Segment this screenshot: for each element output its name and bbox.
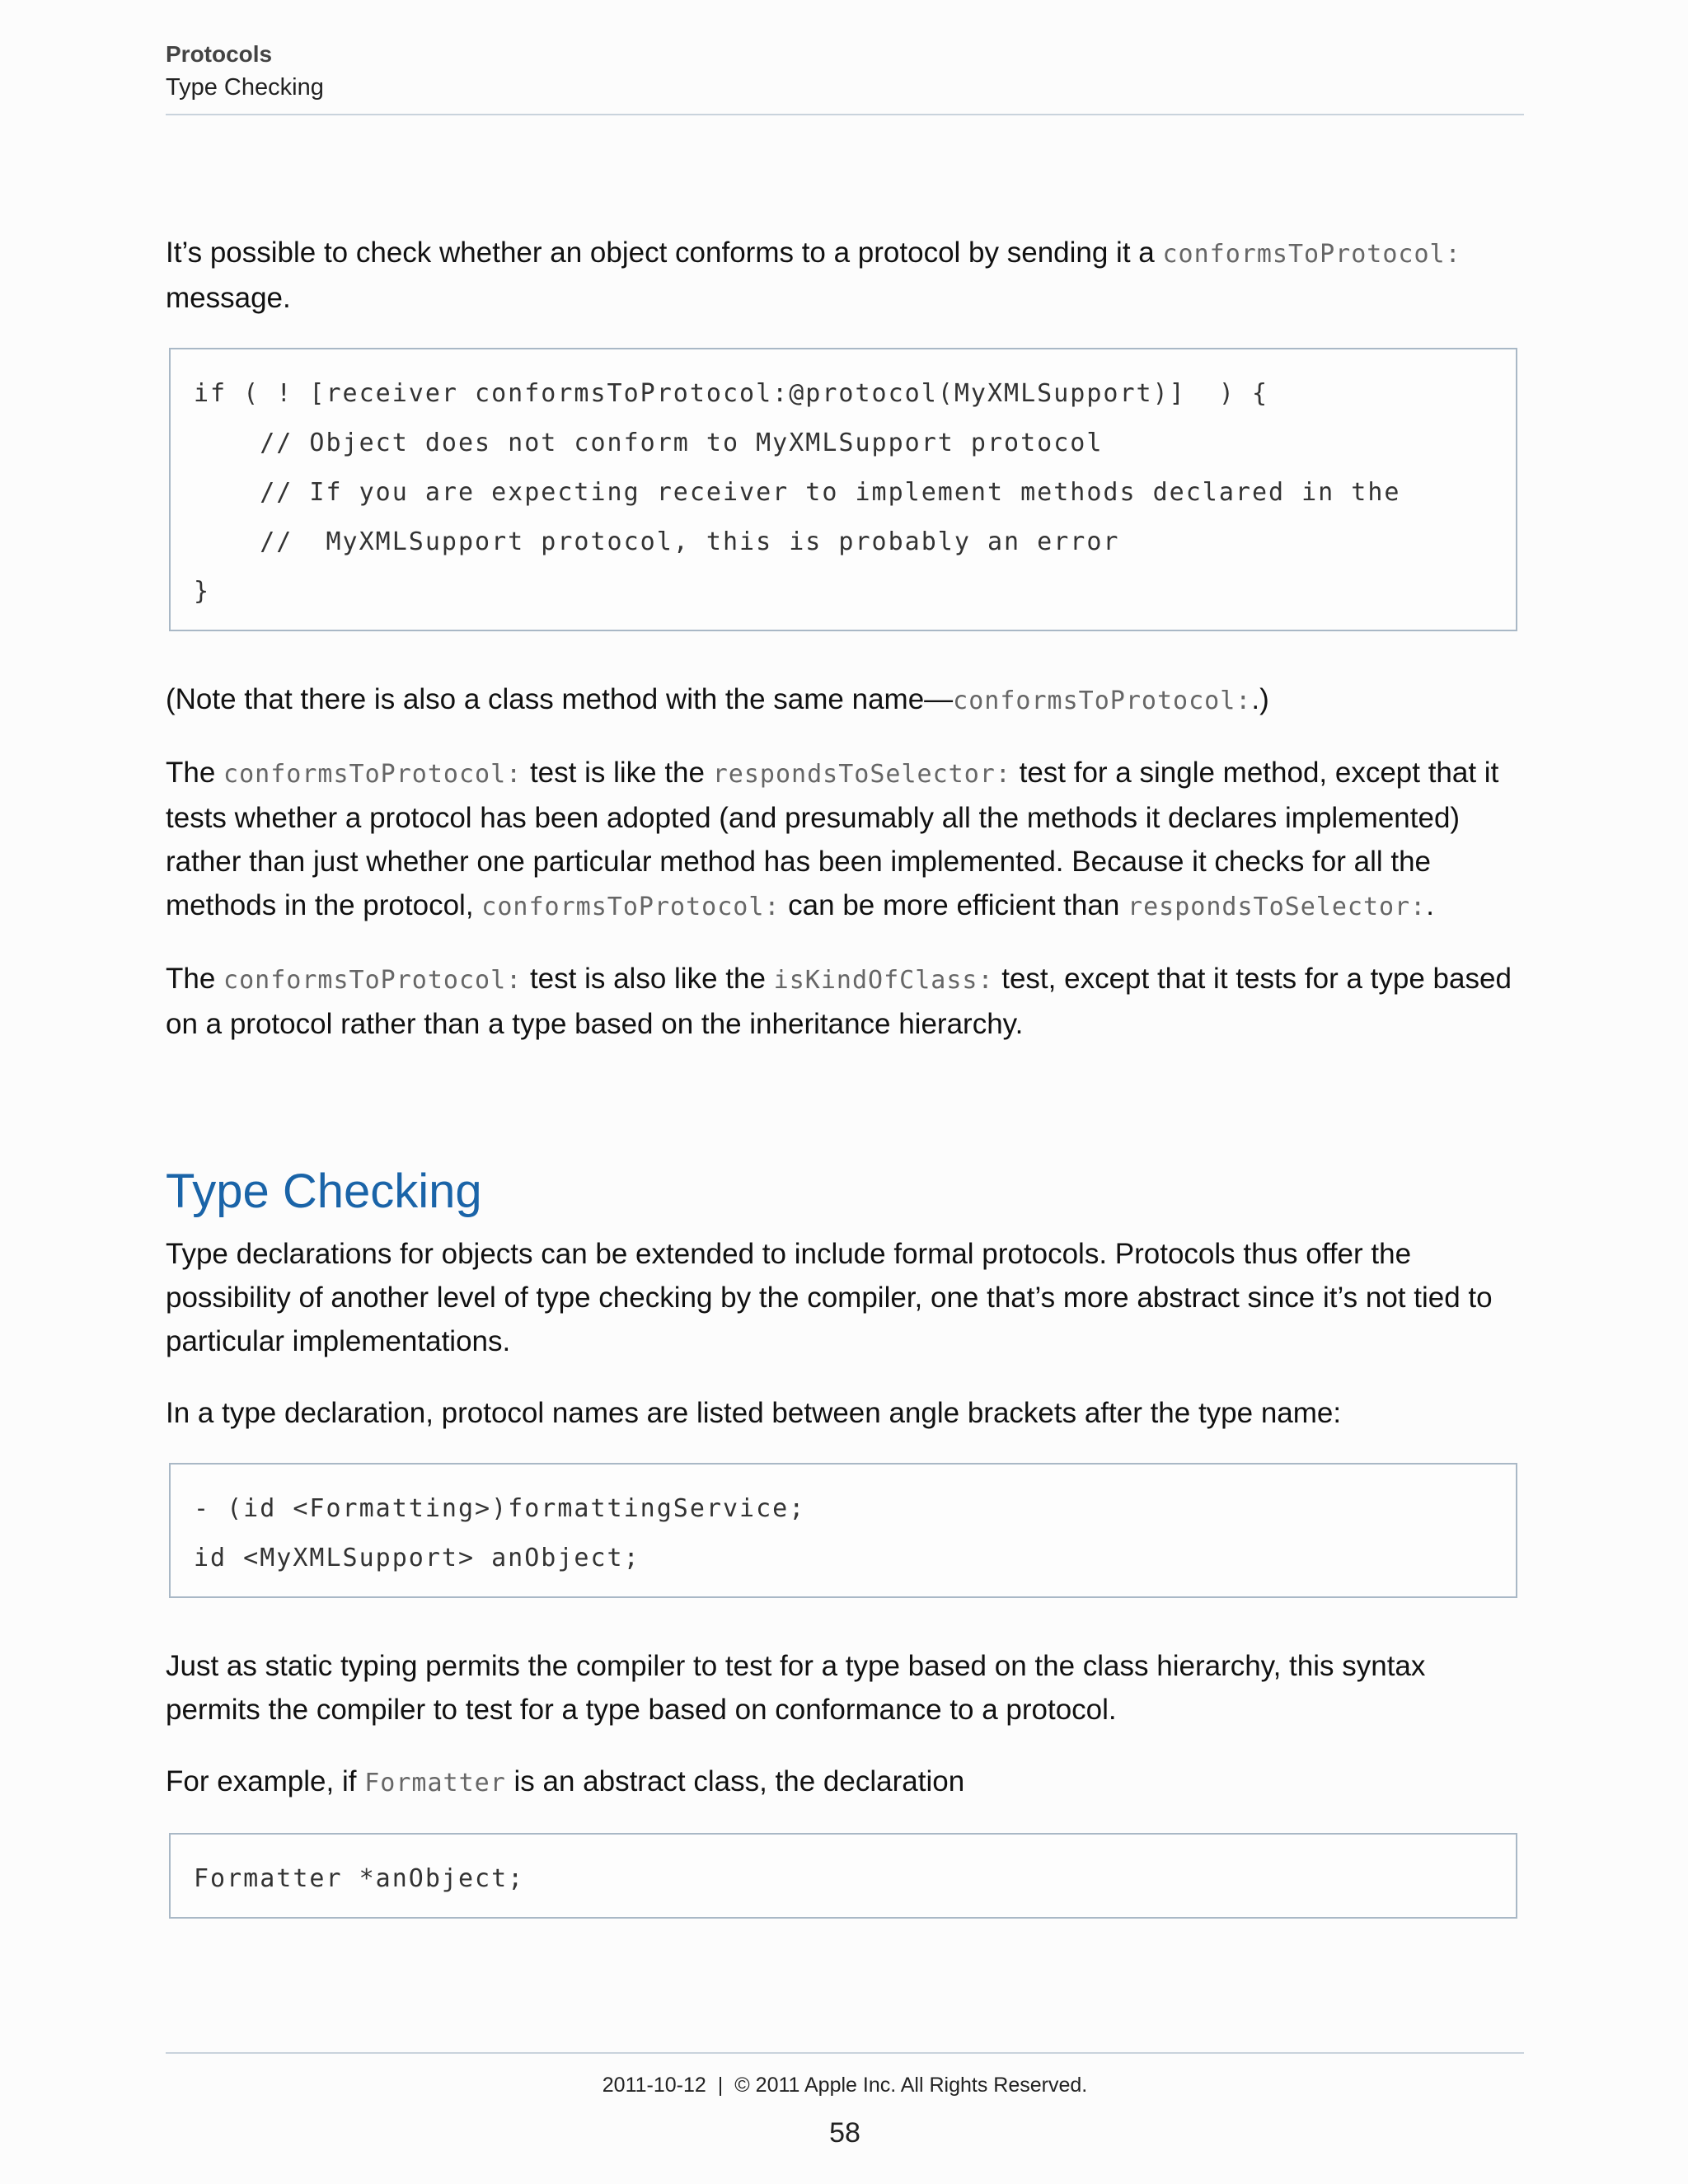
type-declarations-paragraph: Type declarations for objects can be extended to include formal protocols. Protocols thus offer the possibility of another level of type checking by the compiler, one that’s more abstract since it’s not tied to particular implementations.: [166, 1238, 1493, 1357]
footer-separator: |: [717, 2074, 724, 2097]
page-number: 58: [829, 2117, 860, 2149]
code-line: // If you are expecting receiver to implement methods declared in the: [194, 478, 1401, 507]
code-line: }: [194, 577, 211, 606]
text-run: For example, if: [166, 1765, 365, 1797]
code-line: Formatter *anObject;: [194, 1864, 525, 1893]
inline-code: conformsToProtocol:: [1162, 240, 1461, 269]
code-line: - (id <Formatting>)formattingService;: [194, 1494, 806, 1523]
code-listing-conforms: [169, 348, 1517, 631]
text-run: message.: [166, 282, 291, 314]
text-run: test, except that it tests for a type based on a protocol rather than a type based on the inheritance hierarchy.: [166, 963, 1512, 1040]
code-listing-formatter: [169, 1833, 1517, 1919]
code-line: // MyXMLSupport protocol, this is probably an error: [194, 527, 1120, 556]
angle-brackets-paragraph: In a type declaration, protocol names are listed between angle brackets after the type name:: [166, 1397, 1342, 1429]
intro-paragraph: [166, 231, 1524, 320]
text-run: can be more efficient than: [780, 889, 1128, 921]
inline-code: conformsToProtocol:: [481, 893, 781, 921]
text-run: .): [1251, 683, 1269, 715]
example-paragraph: [166, 1760, 1524, 1805]
code-line: // Object does not conform to MyXMLSupport protocol: [194, 429, 1104, 457]
text-run: (Note that there is also a class method with the same name—: [166, 683, 954, 715]
section-title: Type Checking: [166, 74, 324, 101]
text-run: It’s possible to check whether an object conforms to a protocol by sending it a: [166, 237, 1163, 269]
chapter-title: Protocols: [166, 41, 273, 67]
note-paragraph: [166, 677, 1524, 723]
comparison-paragraph: [166, 751, 1524, 929]
inline-code: respondsToSelector:: [1128, 893, 1427, 921]
section-heading: Type Checking: [166, 1165, 482, 1218]
code-line: if ( ! [receiver conformsToProtocol:@protocol(MyXMLSupport)] ) {: [194, 379, 1268, 408]
page-footer: [166, 2052, 1524, 2149]
static-typing-paragraph: Just as static typing permits the compiler to test for a type based on the class hierarchy, this syntax permits the compiler to test for a type based on conformance to a protocol.: [166, 1650, 1426, 1726]
text-run: test is also like the: [522, 963, 774, 995]
text-run: .: [1426, 889, 1434, 921]
page-content: [166, 231, 1524, 1965]
footer-date: 2011-10-12: [602, 2074, 706, 2097]
text-run: test is like the: [522, 757, 713, 789]
inline-code: respondsToSelector:: [712, 760, 1011, 789]
code-listing-declarations: [169, 1463, 1517, 1598]
inline-code: Formatter: [364, 1769, 506, 1797]
text-run: test for a single method, except that it tests whether a protocol has been adopted (and presumably all the methods it declares implemented) rather than just whether one particular method has been implemented. Because it checks for all the methods in the protocol,: [166, 757, 1499, 921]
text-run: The: [166, 963, 224, 995]
inline-code: conformsToProtocol:: [223, 760, 523, 789]
footer-copyright: © 2011 Apple Inc. All Rights Reserved.: [734, 2074, 1088, 2097]
inline-code: conformsToProtocol:: [223, 966, 523, 995]
footer-meta: [166, 2074, 1524, 2097]
text-run: is an abstract class, the declaration: [505, 1765, 965, 1797]
inline-code: conformsToProtocol:: [953, 687, 1252, 715]
running-header: [166, 38, 1524, 115]
code-line: id <MyXMLSupport> anObject;: [194, 1544, 640, 1572]
iskindofclass-paragraph: [166, 957, 1524, 1046]
inline-code: isKindOfClass:: [773, 966, 994, 995]
text-run: The: [166, 757, 224, 789]
